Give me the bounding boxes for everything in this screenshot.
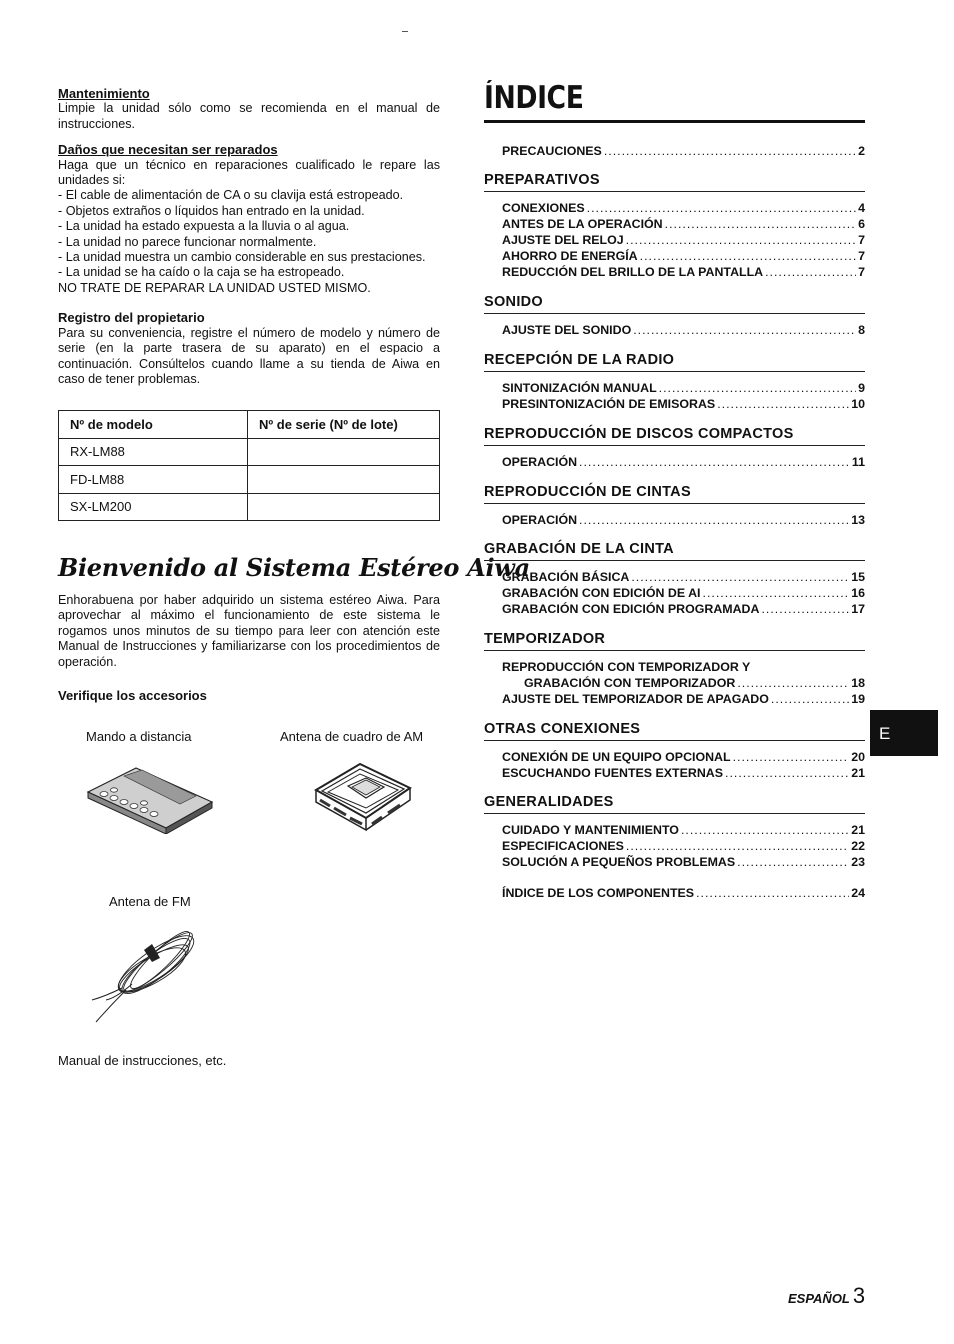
fm-antenna-illustration xyxy=(86,928,206,1026)
toc-entry-page: 10 xyxy=(851,397,865,411)
toc-section-heading: REPRODUCCIÓN DE DISCOS COMPACTOS xyxy=(484,426,865,446)
table-row xyxy=(59,438,440,466)
toc-section-entries xyxy=(502,569,865,617)
dot-leader xyxy=(604,143,856,159)
toc-entry-label: CONEXIÓN DE UN EQUIPO OPCIONAL xyxy=(502,750,731,764)
toc-entry-label: AJUSTE DEL TEMPORIZADOR DE APAGADO xyxy=(502,692,769,706)
toc-entry-label: OPERACIÓN xyxy=(502,513,578,527)
toc-section-heading: RECEPCIÓN DE LA RADIO xyxy=(484,352,865,372)
toc-entry-page: 21 xyxy=(851,823,865,837)
toc-section-entries xyxy=(502,200,865,280)
remote-control-illustration xyxy=(84,760,216,834)
toc-precautions xyxy=(502,143,865,159)
toc-section-entries xyxy=(502,822,865,870)
toc-section-entries xyxy=(502,322,865,338)
toc-entry[interactable] xyxy=(502,585,865,601)
dot-leader xyxy=(737,854,849,870)
model-cell: RX-LM88 xyxy=(59,438,248,466)
toc-entry-page: 4 xyxy=(858,201,865,215)
toc-entry-page: 7 xyxy=(858,249,865,263)
page-number: 3 xyxy=(852,1283,866,1308)
dot-leader xyxy=(665,216,856,232)
toc-entry-label: CUIDADO Y MANTENIMIENTO xyxy=(502,823,679,837)
dot-leader xyxy=(587,200,856,216)
toc-entry-label: SOLUCIÓN A PEQUEÑOS PROBLEMAS xyxy=(502,855,736,869)
toc-entry-label: PRECAUCIONES xyxy=(502,144,602,158)
toc-section-entries xyxy=(502,659,865,707)
table-header-row xyxy=(59,411,440,439)
dot-leader xyxy=(626,232,856,248)
toc-entry-label: CONEXIONES xyxy=(502,201,585,215)
toc-section-entries xyxy=(502,380,865,412)
dot-leader xyxy=(725,765,849,781)
dot-leader xyxy=(659,380,856,396)
dot-leader xyxy=(579,454,850,470)
toc-entry[interactable] xyxy=(502,749,865,765)
owner-heading: Registro del propietario xyxy=(58,310,205,326)
dot-leader xyxy=(737,675,849,691)
toc-entry-page: 16 xyxy=(851,586,865,600)
dot-leader xyxy=(733,749,850,765)
welcome-title: Bienvenido al Sistema Estéreo Aiwa xyxy=(58,553,530,582)
maintenance-heading: Mantenimiento xyxy=(58,86,150,101)
toc-entry-page: 7 xyxy=(858,233,865,247)
dot-leader xyxy=(771,691,849,707)
toc-entry[interactable] xyxy=(502,216,865,232)
toc-entry[interactable] xyxy=(502,885,865,901)
toc-entry[interactable] xyxy=(502,854,865,870)
language-tab: E xyxy=(870,710,938,756)
toc-section-heading: TEMPORIZADOR xyxy=(484,631,865,651)
toc-entry-label: GRABACIÓN BÁSICA xyxy=(502,570,630,584)
dot-leader xyxy=(640,248,856,264)
serial-cell[interactable] xyxy=(248,466,440,494)
accessories-heading: Verifique los accesorios xyxy=(58,688,207,703)
toc-entry[interactable] xyxy=(502,691,865,707)
toc-entry-label: AJUSTE DEL SONIDO xyxy=(502,323,632,337)
owner-text: Para su conveniencia, registre el número de modelo y número de serie (en la parte trasera de su aparato) en el espacio a continuación. Consúltelos cuando llame a su tienda de Aiwa en caso de tener problemas. xyxy=(58,325,440,386)
toc-entry[interactable] xyxy=(502,264,865,280)
toc-entry[interactable] xyxy=(502,765,865,781)
fm-antenna-label: Antena de FM xyxy=(109,894,191,909)
intro-text: Enhorabuena por haber adquirido un sistema estéreo Aiwa. Para aprovechar al máximo el funcionamiento de este sistema le rogamos unos minutos de su tiempo para leer con atención este Manual de Instrucciones y familiarizarse con los procedimientos de operación. xyxy=(58,593,440,669)
damage-warning: NO TRATE DE REPARAR LA UNIDAD USTED MISMO. xyxy=(58,280,371,295)
toc-entry[interactable] xyxy=(502,822,865,838)
registration-table xyxy=(58,410,440,521)
page-footer xyxy=(788,1283,865,1309)
table-row xyxy=(59,466,440,494)
toc-entry-page: 11 xyxy=(851,455,865,469)
toc-entry-label: GRABACIÓN CON EDICIÓN DE AI xyxy=(502,586,701,600)
page-mark xyxy=(402,31,408,32)
toc-entry[interactable] xyxy=(502,454,865,470)
toc-entry-page: 2 xyxy=(858,144,865,158)
index-title: ÍNDICE xyxy=(484,80,584,116)
toc-section-heading: SONIDO xyxy=(484,294,865,314)
toc-entry-page: 21 xyxy=(851,766,865,780)
toc-entry-label: GRABACIÓN CON TEMPORIZADOR xyxy=(524,676,736,690)
toc-entry[interactable] xyxy=(502,601,865,617)
toc-entry-label: ESCUCHANDO FUENTES EXTERNAS xyxy=(502,766,723,780)
remote-label: Mando a distancia xyxy=(86,729,192,744)
list-item: - La unidad ha estado expuesta a la lluvia o al agua. xyxy=(58,219,350,234)
column-header-serial: Nº de serie (Nº de lote) xyxy=(248,411,440,439)
column-header-model: Nº de modelo xyxy=(59,411,248,439)
list-item: - Objetos extraños o líquidos han entrado en la unidad. xyxy=(58,203,365,218)
toc-section-entries xyxy=(502,454,865,470)
toc-entry-page: 19 xyxy=(851,692,865,706)
list-item: - El cable de alimentación de CA o su clavija está estropeado. xyxy=(58,188,404,203)
toc-entry-page: 6 xyxy=(858,217,865,231)
footer-language: ESPAÑOL xyxy=(788,1291,850,1306)
toc-entry[interactable] xyxy=(502,380,865,396)
manual-label: Manual de instrucciones, etc. xyxy=(58,1053,227,1068)
toc-entry[interactable] xyxy=(502,659,865,675)
toc-entry-label: SINTONIZACIÓN MANUAL xyxy=(502,381,657,395)
model-cell: SX-LM200 xyxy=(59,493,248,521)
toc-entry-page: 17 xyxy=(851,602,865,616)
dot-leader xyxy=(696,885,849,901)
toc-section-heading: OTRAS CONEXIONES xyxy=(484,721,865,741)
list-item: - La unidad se ha caído o la caja se ha estropeado. xyxy=(58,265,345,280)
list-item: - La unidad no parece funcionar normalmente. xyxy=(58,234,317,249)
left-column xyxy=(58,86,440,387)
dot-leader xyxy=(631,569,849,585)
toc-section-entries xyxy=(502,749,865,781)
toc-entry-page: 13 xyxy=(851,513,865,527)
toc-entry-label: AJUSTE DEL RELOJ xyxy=(502,233,624,247)
toc-entry-label: GRABACIÓN CON EDICIÓN PROGRAMADA xyxy=(502,602,760,616)
toc-entry[interactable] xyxy=(502,838,865,854)
serial-cell[interactable] xyxy=(248,438,440,466)
damage-heading: Daños que necesitan ser reparados xyxy=(58,142,278,158)
maintenance-text: Limpie la unidad sólo como se recomienda en el manual de instrucciones. xyxy=(58,101,440,131)
toc-section-heading: GENERALIDADES xyxy=(484,794,865,814)
dot-leader xyxy=(579,512,849,528)
toc-entry[interactable] xyxy=(502,675,865,691)
toc-section-heading: PREPARATIVOS xyxy=(484,172,865,192)
toc-section-entries xyxy=(502,512,865,528)
toc-components xyxy=(502,885,865,901)
toc-entry-label: REPRODUCCIÓN CON TEMPORIZADOR Y xyxy=(502,660,751,674)
am-antenna-label: Antena de cuadro de AM xyxy=(280,729,424,744)
toc-entry-page: 9 xyxy=(858,381,865,395)
dot-leader xyxy=(717,396,849,412)
toc-entry-page: 24 xyxy=(851,886,865,900)
toc-entry-page: 7 xyxy=(858,265,865,279)
toc-entry[interactable] xyxy=(502,322,865,338)
list-item: - La unidad muestra un cambio considerable en sus prestaciones. xyxy=(58,250,426,265)
toc-entry-label: PRESINTONIZACIÓN DE EMISORAS xyxy=(502,397,716,411)
toc-entry-label: ÍNDICE DE LOS COMPONENTES xyxy=(502,886,695,900)
toc-entry-page: 22 xyxy=(851,839,865,853)
toc-entry[interactable] xyxy=(502,512,865,528)
toc-entry-page: 18 xyxy=(851,676,865,690)
toc-entry-label: ANTES DE LA OPERACIÓN xyxy=(502,217,663,231)
toc-entry-page: 20 xyxy=(851,750,865,764)
serial-cell[interactable] xyxy=(248,493,440,521)
toc-entry[interactable] xyxy=(502,569,865,585)
dot-leader xyxy=(765,264,856,280)
toc-entry[interactable] xyxy=(502,396,865,412)
am-loop-antenna-illustration xyxy=(310,760,416,832)
toc-entry-page: 23 xyxy=(851,855,865,869)
toc-entry-label: REDUCCIÓN DEL BRILLO DE LA PANTALLA xyxy=(502,265,764,279)
dot-leader xyxy=(761,601,849,617)
dot-leader xyxy=(703,585,850,601)
damage-intro: Haga que un técnico en reparaciones cualificado le repare las unidades si: xyxy=(58,157,440,188)
toc-entry-label: OPERACIÓN xyxy=(502,455,578,469)
toc-entry-label: ESPECIFICACIONES xyxy=(502,839,624,853)
toc-entry[interactable] xyxy=(502,143,865,159)
model-cell: FD-LM88 xyxy=(59,466,248,494)
table-row xyxy=(59,493,440,521)
toc-entry-page: 8 xyxy=(858,323,865,337)
dot-leader xyxy=(633,322,856,338)
index-rule xyxy=(484,120,865,123)
toc-entry-label: AHORRO DE ENERGÍA xyxy=(502,249,638,263)
dot-leader xyxy=(626,838,849,854)
dot-leader xyxy=(681,822,849,838)
toc-entry[interactable] xyxy=(502,232,865,248)
toc-entry-page: 15 xyxy=(851,570,865,584)
toc-entry[interactable] xyxy=(502,248,865,264)
toc-section-heading: REPRODUCCIÓN DE CINTAS xyxy=(484,484,865,504)
damage-list xyxy=(58,188,440,296)
toc-entry[interactable] xyxy=(502,200,865,216)
toc-section-heading: GRABACIÓN DE LA CINTA xyxy=(484,541,865,561)
